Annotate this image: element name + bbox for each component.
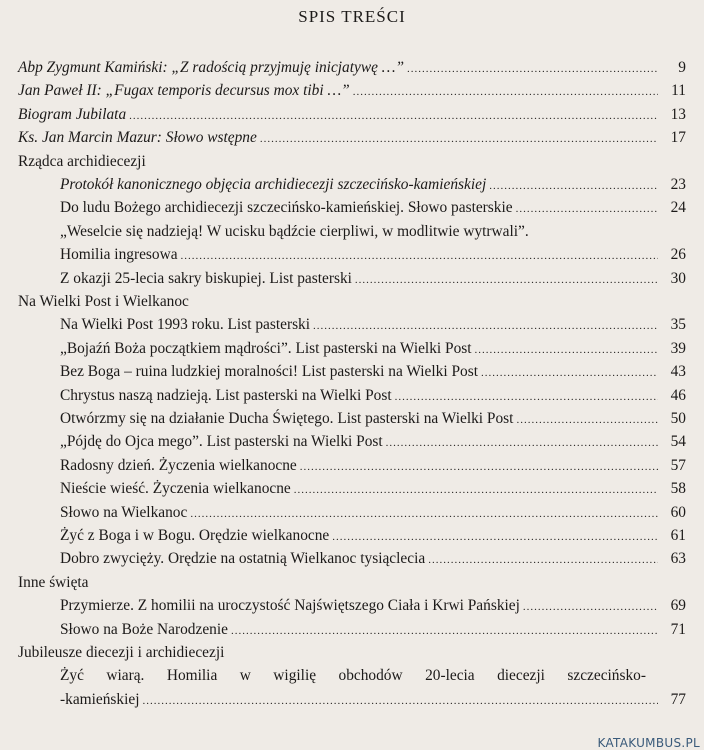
toc-entry[interactable]: [60, 432, 686, 453]
toc-entry-title: Przymierze. Z homilii na uroczystość Najświętszego Ciała i Krwi Pańskiej: [60, 597, 520, 615]
toc-entry[interactable]: [60, 503, 686, 524]
dot-leader: [129, 106, 658, 126]
toc-entry[interactable]: [18, 105, 686, 126]
toc-page-number: 35: [670, 316, 686, 334]
toc-entry-title: Protokół kanonicznego objęcia archidiecezji szczecińsko-kamieńskiej: [60, 176, 487, 193]
dot-leader: [428, 550, 658, 570]
toc-entry[interactable]: [60, 362, 686, 383]
dot-leader: [231, 621, 658, 641]
toc-entry[interactable]: [60, 315, 686, 336]
toc-entry-title: -kamieńskiej: [60, 690, 140, 708]
toc-page-number: 17: [670, 129, 686, 147]
toc-entry-line: „Weselcie się nadzieją! W ucisku bądźcie cierpliwi, w modlitwie wytrwali”.: [60, 222, 529, 240]
toc-entry-title: Bez Boga – ruina ludzkiej moralności! List pasterski na Wielki Post: [60, 363, 478, 381]
toc-entry-title: Dobro zwycięży. Orędzie na ostatnią Wielkanoc tysiąclecia: [60, 550, 426, 568]
dot-leader: [523, 597, 658, 617]
toc-entry-title: Otwórzmy się na działanie Ducha Świętego. List pasterski na Wielki Post: [60, 410, 514, 427]
dot-leader: [332, 527, 658, 547]
toc-entry[interactable]: [60, 690, 686, 711]
toc-section-heading: Rządca archidiecezji: [18, 152, 146, 170]
toc-entry-title: Abp Zygmunt Kamiński: „Z radością przyjmuję inicjatywę …”: [18, 59, 405, 76]
toc-entry[interactable]: [60, 198, 686, 219]
toc-page-number: 30: [670, 269, 686, 287]
toc-page-number: 9: [678, 59, 686, 76]
toc-entry[interactable]: [60, 596, 686, 617]
toc-section-heading: Jubileusze diecezji i archidiecezji: [18, 644, 225, 661]
toc-page-number: 60: [670, 503, 686, 521]
toc-entry[interactable]: [60, 409, 686, 430]
toc-entry[interactable]: [18, 128, 686, 149]
toc-page-number: 58: [670, 480, 686, 498]
toc-page-number: 23: [670, 176, 686, 193]
toc-entry[interactable]: [60, 479, 686, 500]
toc-page-number: 69: [670, 597, 686, 615]
toc-entry[interactable]: [18, 58, 686, 79]
toc-entry-title: Słowo na Wielkanoc: [60, 503, 188, 521]
toc-page-number: 50: [670, 410, 686, 427]
toc-page-number: 46: [670, 386, 686, 404]
toc-entry[interactable]: [60, 245, 686, 266]
toc-entry[interactable]: [60, 526, 686, 547]
toc-entry[interactable]: [60, 339, 686, 360]
toc-entry-title: Na Wielki Post 1993 roku. List pasterski: [60, 316, 311, 334]
dot-leader: [190, 504, 658, 524]
page-title: SPIS TREŚCI: [298, 7, 406, 26]
toc-entry-title: Z okazji 25-lecia sakry biskupiej. List pasterski: [60, 269, 352, 287]
toc-entry-title: Żyć z Boga i w Bogu. Orędzie wielkanocne: [60, 527, 330, 544]
dot-leader: [294, 480, 658, 500]
dot-leader: [143, 691, 659, 711]
dot-leader: [260, 129, 658, 149]
toc-page-number: 11: [671, 82, 686, 100]
toc-section-heading: Inne święta: [18, 573, 89, 591]
toc-entry[interactable]: [60, 620, 686, 641]
toc-page-number: 54: [670, 433, 686, 451]
toc-page-number: 39: [670, 339, 686, 357]
toc-entry-title: Homilia ingresowa: [60, 246, 178, 264]
toc-page-number: 71: [670, 620, 686, 638]
toc-page-number: 24: [670, 199, 686, 217]
dot-leader: [489, 176, 658, 196]
toc-entry-title: „Bojaźń Boża początkiem mądrości”. List pasterski na Wielki Post: [60, 339, 472, 357]
toc-entry-title: Biogram Jubilata: [18, 105, 127, 123]
toc-entry-line: Żyć wiarą. Homilia w wigilię obchodów 20-lecia diecezji szczecińsko-: [60, 667, 646, 685]
toc-section-heading: Na Wielki Post i Wielkanoc: [18, 293, 189, 310]
toc-entry[interactable]: [60, 456, 686, 477]
toc-entry-title: „Pójdę do Ojca mego”. List pasterski na Wielki Post: [60, 433, 383, 451]
toc-entry-title: Chrystus naszą nadzieją. List pasterski na Wielki Post: [60, 386, 392, 404]
toc-page-number: 61: [670, 527, 686, 544]
toc-entry[interactable]: [60, 386, 686, 407]
dot-leader: [475, 340, 658, 360]
toc-page-number: 57: [670, 456, 686, 474]
watermark: KATAKUMBUS.PL: [597, 736, 700, 750]
dot-leader: [516, 199, 658, 219]
dot-leader: [407, 59, 658, 79]
dot-leader: [516, 410, 658, 430]
toc-entry-title: Nieście wieść. Życzenia wielkanocne: [60, 480, 291, 498]
toc-entry[interactable]: [60, 175, 686, 196]
dot-leader: [353, 82, 658, 102]
dot-leader: [181, 246, 658, 266]
dot-leader: [395, 387, 658, 407]
dot-leader: [481, 363, 658, 383]
toc-page-number: 13: [670, 105, 686, 123]
toc-entry-title: Ks. Jan Marcin Mazur: Słowo wstępne: [18, 129, 257, 147]
toc-page-number: 63: [670, 550, 686, 568]
toc-page-number: 43: [670, 363, 686, 381]
toc-page-number: 77: [670, 690, 686, 708]
toc-entry-title: Do ludu Bożego archidiecezji szczecińsko-kamieńskiej. Słowo pasterskie: [60, 199, 513, 217]
dot-leader: [300, 457, 658, 477]
toc-entry[interactable]: [18, 81, 686, 102]
toc-entry-title: Jan Paweł II: „Fugax temporis decursus mox tibi …”: [18, 82, 350, 100]
dot-leader: [355, 270, 658, 290]
toc-entry[interactable]: [60, 269, 686, 290]
toc-entry-title: Radosny dzień. Życzenia wielkanocne: [60, 456, 297, 474]
toc-entry[interactable]: [60, 549, 686, 570]
dot-leader: [313, 316, 658, 336]
toc-page-number: 26: [670, 246, 686, 264]
dot-leader: [386, 433, 658, 453]
toc-entry-title: Słowo na Boże Narodzenie: [60, 620, 228, 638]
